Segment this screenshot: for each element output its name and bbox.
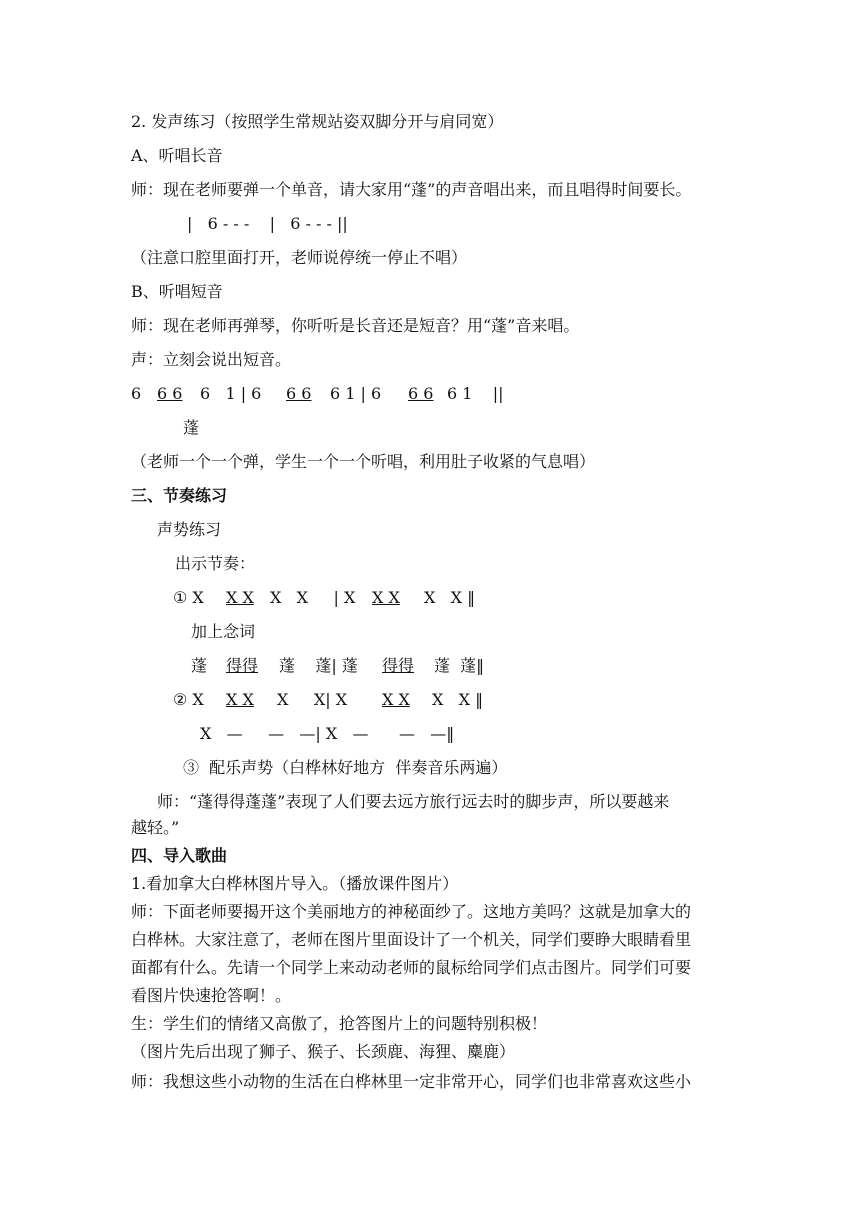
student-line-1: 声：立刻会说出短音。 bbox=[131, 350, 292, 369]
notation-short-6: 6 6 bbox=[408, 384, 434, 403]
teacher-line-2: 师：现在老师再弹琴，你听听是长音还是短音？用“蓬”音来唱。 bbox=[131, 316, 580, 335]
teacher-line-1: 师：现在老师要弹一个单音，请大家用“蓬”的声音唱出来，而且唱得时间要长。 bbox=[131, 180, 692, 199]
note-animals: （图片先后出现了狮子、猴子、长颈鹿、海狸、麋鹿） bbox=[131, 1042, 516, 1061]
notation-long-tone: | 6 - - - | 6 - - - || bbox=[187, 214, 348, 233]
rhythm-3: X — — —| X — — —‖ bbox=[200, 724, 455, 743]
rhythm-2-a: ② X bbox=[173, 690, 204, 709]
lyric-row-c: 蓬 蓬| 蓬 bbox=[279, 656, 358, 675]
rhythm-2-e: X X ‖ bbox=[432, 690, 484, 709]
lyric-row-b: 得得 bbox=[226, 656, 259, 675]
add-lyrics-label: 加上念词 bbox=[191, 622, 256, 641]
notation-short-5: 6 1 | 6 bbox=[330, 384, 382, 403]
section-voice-practice: 2. 发声练习（按照学生常规站姿双脚分开与肩同宽） bbox=[131, 112, 504, 131]
lyric-row-d: 得得 bbox=[382, 656, 415, 675]
lyric-row-a: 蓬 bbox=[191, 656, 208, 675]
rhythm-1-a: ① X bbox=[173, 588, 204, 607]
heading-introduce-song: 四、导入歌曲 bbox=[131, 846, 228, 865]
rhythm-2-c: X X| X bbox=[277, 690, 348, 709]
notation-short-7: 6 1 || bbox=[447, 384, 504, 403]
notation-short-1: 6 bbox=[131, 384, 142, 403]
teacher-line-3-cont: 越轻。” bbox=[131, 818, 180, 837]
notation-short-3: 6 1 | 6 bbox=[200, 384, 262, 403]
show-rhythm-label: 出示节奏： bbox=[175, 554, 256, 573]
subheading-long-tone: A、听唱长音 bbox=[131, 146, 223, 165]
music-percussion-line: ③ 配乐声势（白桦林好地方 伴奏音乐两遍） bbox=[183, 758, 508, 777]
student-line-2: 生：学生们的情绪又高傲了，抢答图片上的问题特别积极！ bbox=[131, 1014, 548, 1033]
rhythm-1-d: X X bbox=[372, 588, 400, 607]
rhythm-1-b: X X bbox=[226, 588, 254, 607]
rhythm-2-b: X X bbox=[226, 690, 254, 709]
step-1-line: 1.看加拿大白桦林图片导入。（播放课件图片） bbox=[131, 874, 459, 893]
teacher-line-4-cont-1: 白桦林。大家注意了，老师在图片里面设计了一个机关，同学们要睁大眼睛看里 bbox=[131, 930, 692, 949]
lyric-peng: 蓬 bbox=[183, 418, 200, 437]
note-mouth-open: （注意口腔里面打开，老师说停统一停止不唱） bbox=[131, 248, 468, 267]
body-percussion-label: 声势练习 bbox=[157, 520, 222, 539]
lyric-row-e: 蓬 蓬‖ bbox=[434, 656, 485, 675]
teacher-line-3: 师：“蓬得得蓬蓬”表现了人们要去远方旅行远去时的脚步声，所以要越来 bbox=[157, 792, 670, 811]
teacher-line-5: 师：我想这些小动物的生活在白桦林里一定非常开心，同学们也非常喜欢这些小 bbox=[131, 1072, 692, 1091]
rhythm-2-d: X X bbox=[382, 690, 410, 709]
notation-short-4: 6 6 bbox=[286, 384, 312, 403]
teacher-line-4-cont-2: 面都有什么。先请一个同学上来动动老师的鼠标给同学们点击图片。同学们可要 bbox=[131, 958, 692, 977]
teacher-line-4-cont-3: 看图片快速抢答啊！。 bbox=[131, 986, 292, 1005]
note-teacher-play: （老师一个一个弹，学生一个一个听唱，利用肚子收紧的气息唱） bbox=[131, 452, 596, 471]
rhythm-1-e: X X ‖ bbox=[424, 588, 476, 607]
teacher-line-4: 师：下面老师要揭开这个美丽地方的神秘面纱了。这地方美吗？这就是加拿大的 bbox=[131, 902, 692, 921]
subheading-short-tone: B、听唱短音 bbox=[131, 282, 223, 301]
notation-short-2: 6 6 bbox=[157, 384, 183, 403]
heading-rhythm-practice: 三、节奏练习 bbox=[131, 486, 228, 505]
rhythm-1-c: X X | X bbox=[270, 588, 356, 607]
